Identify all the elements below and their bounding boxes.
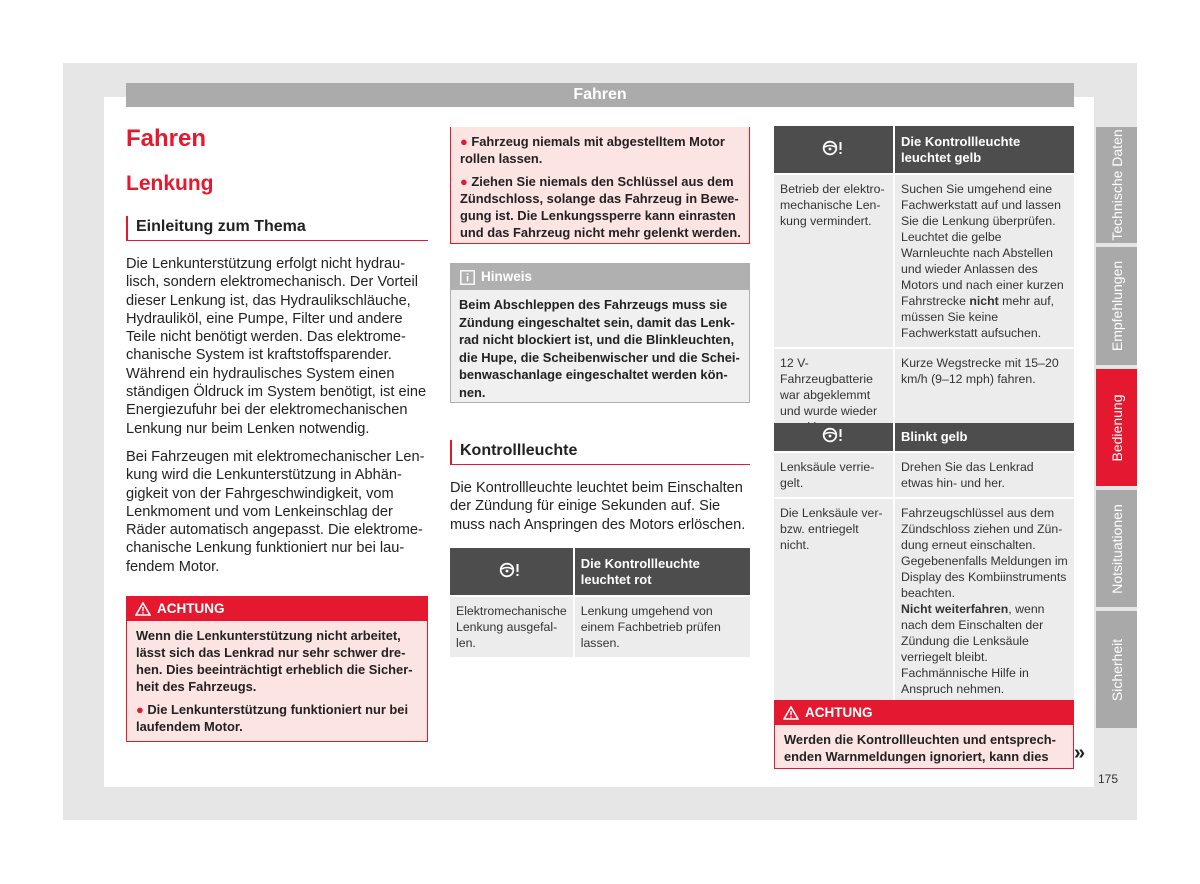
table-yellow-cause-1: Betrieb der elektromechanische Lenkung vermindert.: [774, 174, 894, 348]
table-icon-cell: [774, 423, 894, 452]
table-blink-action-2: [894, 498, 1074, 703]
intro-paragraph-1: Die Lenkunterstützung erfolgt nicht hydraulisch, sondern elektromechanisch. Der Vorteil dieser Lenkung ist, das Hydraulikschläuche, Hydrauliköl, eine Pumpe, Filter und andere Teile nicht benötigt werden. Das elektromechanische System ist kraftstoffsparender. Während ein hydraulisches System einen ständigen Öldruck im System benötigt, ist eine Energiezufuhr bei der elektromechanischen Lenkung nur beim Lenken notwendig.: [126, 256, 427, 437]
table-red-action: Lenkung umgehend von einem Fachbetrieb prüfen lassen.: [574, 596, 750, 657]
tab-sicherheit[interactable]: [1096, 611, 1137, 728]
section-heading-intro: Einleitung zum Thema: [126, 216, 428, 241]
table-red-cause: Elektromechanische Lenkung ausgefallen.: [450, 596, 574, 657]
warning-triangle-icon: [135, 602, 151, 616]
note-header: [451, 264, 749, 290]
table-red-header: Die Kontrollleuchte leuchtet rot: [574, 548, 750, 596]
table-yellow-action-2: Kurze Wegstrecke mit 15–20 km/h (9–12 mph) fahren.: [894, 348, 1074, 441]
warning-box-continued: [450, 127, 750, 244]
table-icon-cell: [450, 548, 574, 596]
table-red-light: [450, 548, 750, 657]
section-heading-kontroll: Kontrollleuchte: [450, 440, 750, 465]
action-text: Suchen Sie umgehend eine Fachwerkstatt auf und lassen Sie die Lenkung überprüfen. Leuchtet die gelbe Warnleuchte nach Abstellen und wieder Anlassen des Motors und nach einer kurzen Fahrstrecke: [901, 182, 1064, 308]
tab-label: Empfehlungen: [1108, 260, 1125, 352]
tab-notsituationen[interactable]: [1096, 490, 1137, 607]
note-box: [450, 263, 750, 403]
tab-empfehlungen[interactable]: [1096, 247, 1137, 365]
tab-bedienung[interactable]: [1096, 369, 1137, 486]
warning-cont-content: [451, 127, 749, 253]
warning-header: [127, 597, 427, 621]
table-yellow-header: Die Kontrollleuchte leuchtet gelb: [894, 126, 1074, 174]
table-icon-cell: [774, 126, 894, 174]
tab-label: Bedienung: [1108, 394, 1125, 461]
warning-header: [775, 701, 1073, 725]
action-bold: Nicht weiterfahren: [901, 602, 1009, 616]
warning-label: ACHTUNG: [805, 705, 873, 720]
action-text: Fahrzeugschlüssel aus dem Zündschloss ziehen und Zündung erneut einschalten. Gegebenenfalls Meldungen im Display des Kombiinstruments beachten.: [901, 506, 1068, 600]
table-blink-action-1: Drehen Sie das Lenkrad etwas hin- und her.: [894, 452, 1074, 498]
warning-cont-bullet-1: [460, 133, 741, 167]
warning-content: [127, 621, 427, 747]
steering-warning-icon: [499, 562, 523, 578]
table-yellow-action-1: [894, 174, 1074, 348]
warning-cont-bullet-2-text: Ziehen Sie niemals den Schlüssel aus dem Zündschloss, solange das Fahrzeug in Bewegung ist. Die Lenkungssperre kann einrasten und das Fahrzeug nicht mehr gelenkt werden.: [460, 174, 741, 240]
warning-bullet: [136, 701, 419, 735]
warning-text: Werden die Kontrollleuchten und entsprechenden Warnmeldungen ignoriert, kann dies: [784, 732, 1056, 764]
bullet-dot: ●: [460, 134, 472, 149]
warning-box-kontroll: [774, 700, 1074, 769]
table-yellow-cause-2: 12 V-Fahrzeugbatterie war abgeklemmt und wurde wieder: [774, 348, 894, 441]
warning-triangle-icon: [783, 706, 799, 720]
table-blink-header: Blinkt gelb: [894, 423, 1074, 452]
kontroll-text: Die Kontrollleuchte leuchtet beim Einschalten der Zündung für einige Sekunden auf. Sie muss nach Anspringen des Motors erlöschen.: [450, 480, 746, 533]
bullet-dot: ●: [136, 702, 148, 717]
tab-technische-daten[interactable]: [1096, 127, 1137, 243]
warning-text: Wenn die Lenkunterstützung nicht arbeitet, lässt sich das Lenkrad nur sehr schwer drehen. Dies beeinträchtigt erheblich die Sicherheit des Fahrzeugs.: [136, 628, 413, 694]
steering-warning-icon: [822, 427, 846, 443]
warning-cont-bullet-1-text: Fahrzeug niemals mit abgestelltem Motor rollen lassen.: [460, 134, 725, 166]
bullet-dot: ●: [460, 174, 472, 189]
topic-title: Lenkung: [126, 172, 214, 195]
warning-label: ACHTUNG: [157, 601, 225, 616]
table-blink-yellow: [774, 423, 1074, 703]
info-icon: [460, 270, 475, 285]
tab-label: Notsituationen: [1108, 503, 1125, 594]
table-blink-cause-1: Lenksäule verriegelt.: [774, 452, 894, 498]
steering-warning-icon: [822, 140, 846, 156]
action-text-end: , wenn nach dem Einschalten der Zündung die Lenksäule verriegelt bleibt. Fachmännische Hilfe in Anspruch nehmen.: [901, 602, 1045, 696]
continue-mark: »: [1074, 742, 1086, 764]
warning-cont-bullet-2: [460, 173, 741, 241]
chapter-title: Fahren: [126, 125, 207, 152]
action-text-end: mehr auf, müssen Sie keine Fachwerkstatt aufsuchen.: [901, 294, 1055, 340]
page-header: Fahren: [126, 83, 1074, 107]
table-blink-cause-2: Die Lenksäule verbzw. entriegelt nicht.: [774, 498, 894, 703]
note-label: Hinweis: [481, 269, 533, 284]
note-text: Beim Abschleppen des Fahrzeugs muss sie Zündung eingeschaltet sein, damit das Lenkrad nicht blockiert ist, und die Blinkleuchten, die Hupe, die Scheibenwischer und die Scheibenwaschanlage eingeschaltet werden können.: [459, 297, 740, 400]
intro-paragraph-2: Bei Fahrzeugen mit elektromechanischer Lenkung wird die Lenkunterstützung in Abhängigkeit von der Fahrgeschwindigkeit, vom Lenkmoment und vom Lenkeinschlag der Räder automatisch angepasst. Die elektromechanische Lenkung funktioniert nur bei laufendem Motor.: [126, 448, 425, 575]
page-number: 175: [1098, 772, 1119, 786]
intro-text: [126, 255, 428, 586]
warning-bullet-text: Die Lenkunterstützung funktioniert nur bei laufendem Motor.: [136, 702, 409, 734]
tab-label: Sicherheit: [1108, 638, 1125, 701]
action-bold: nicht: [969, 294, 999, 308]
warning-box-steering: [126, 596, 428, 742]
table-yellow-light: [774, 126, 1074, 441]
tab-label: Technische Daten: [1108, 129, 1125, 241]
